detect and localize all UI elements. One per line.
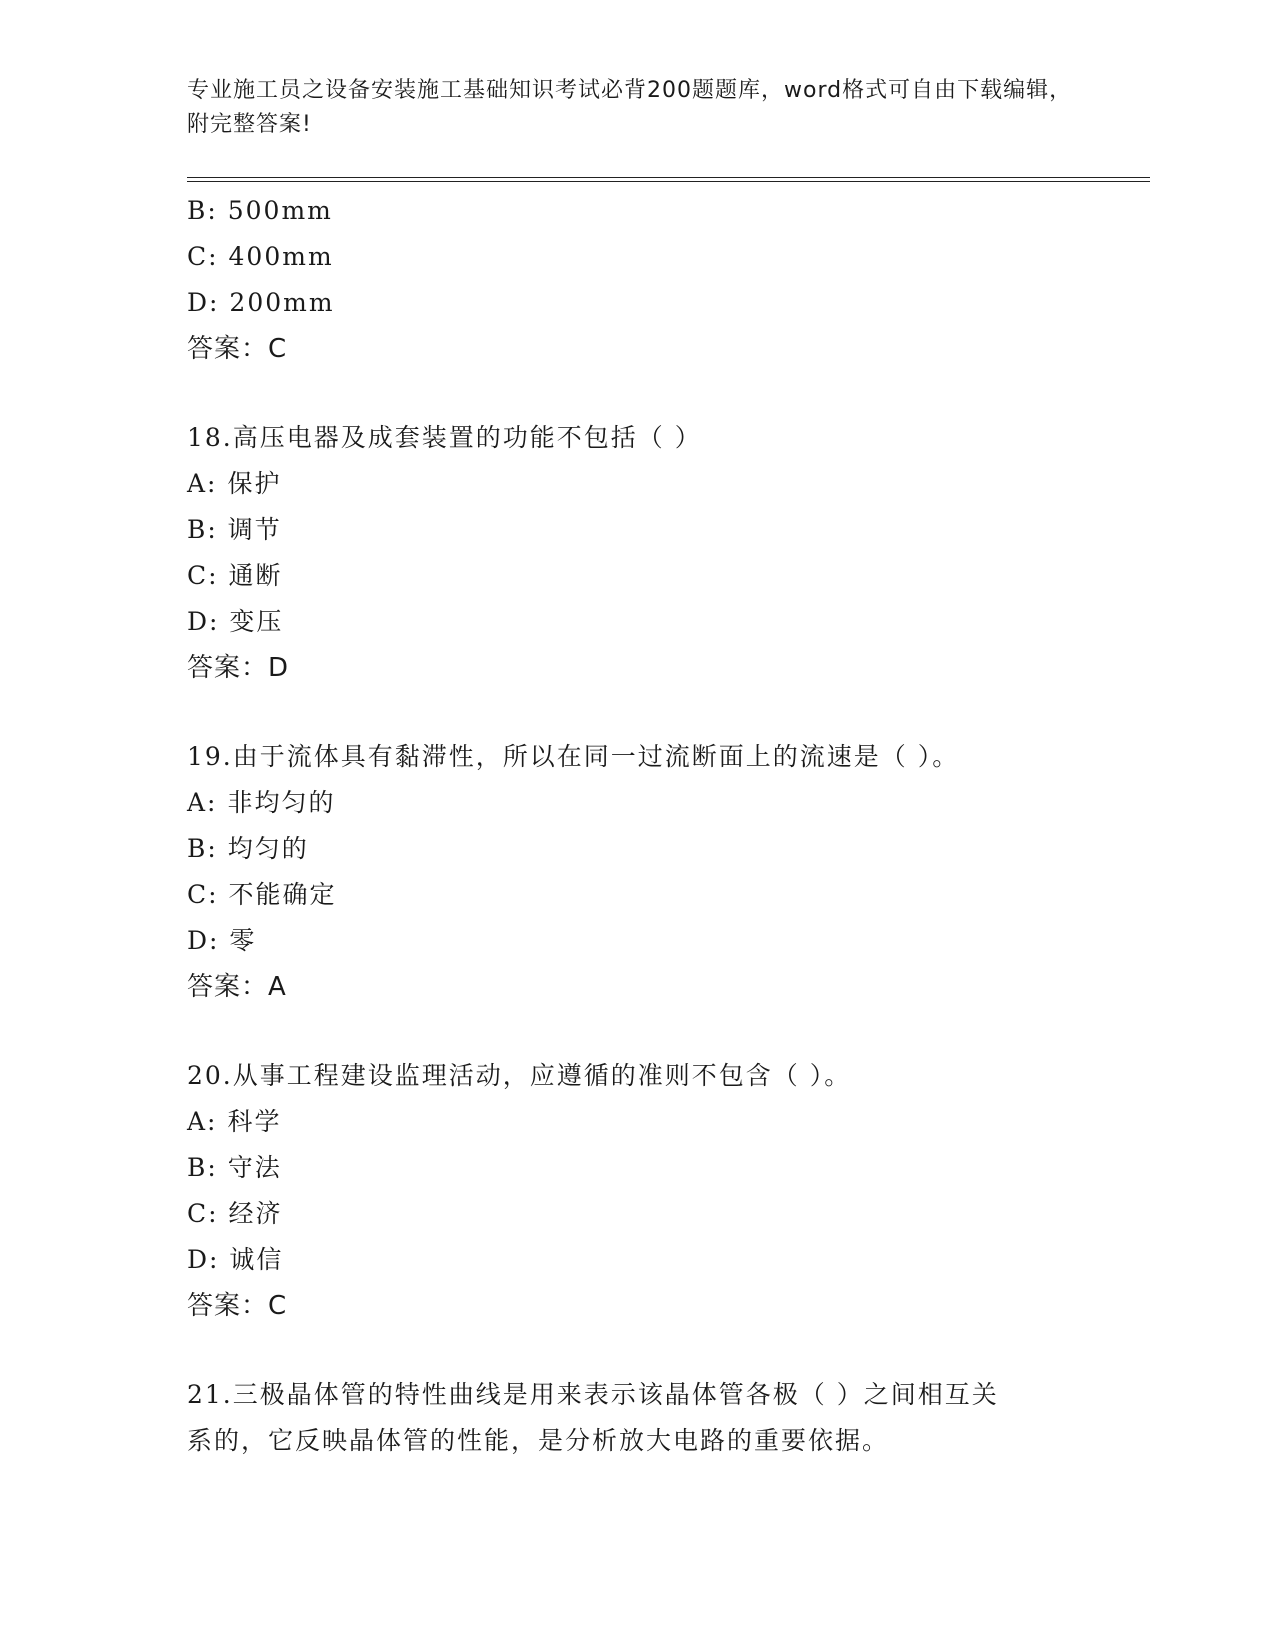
option-label: D: (187, 288, 220, 317)
answer-line: 答案：A (187, 972, 287, 1002)
question-20 (187, 1053, 1127, 1099)
option-label: C: (187, 561, 219, 590)
option-c (187, 1191, 1127, 1237)
option-c (187, 872, 1127, 918)
option-text: 科学 (227, 1107, 282, 1136)
question-number: 20. (187, 1061, 233, 1090)
question-21-continued (187, 1418, 1127, 1464)
option-d (187, 1237, 1127, 1283)
option-a (187, 461, 1127, 507)
option-d (187, 599, 1127, 645)
question-text-line-1: 三极晶体管的特性曲线是用来表示该晶体管各极（ ）之间相互关 (232, 1380, 999, 1409)
question-19 (187, 734, 1127, 780)
option-label: C: (187, 242, 219, 271)
option-text: 不能确定 (228, 880, 337, 909)
option-label: D: (187, 926, 220, 955)
option-c (187, 234, 1127, 280)
option-b (187, 826, 1127, 872)
option-label: B: (187, 834, 218, 863)
spacer (187, 1010, 1127, 1053)
option-c (187, 553, 1127, 599)
option-label: C: (187, 1199, 219, 1228)
option-text: 200mm (229, 288, 335, 317)
question-text: 从事工程建设监理活动，应遵循的准则不包含（ ）。 (232, 1061, 852, 1090)
option-label: A: (187, 788, 218, 817)
option-label: B: (187, 515, 218, 544)
question-number: 19. (187, 742, 233, 771)
option-label: A: (187, 1107, 218, 1136)
option-text: 500mm (227, 196, 333, 225)
question-text: 高压电器及成套装置的功能不包括（ ） (232, 423, 702, 452)
option-a (187, 780, 1127, 826)
question-list (187, 188, 1127, 1464)
option-text: 零 (229, 926, 257, 955)
option-text: 保护 (227, 469, 282, 498)
option-b (187, 507, 1127, 553)
option-text: 经济 (228, 1199, 283, 1228)
option-label: C: (187, 880, 219, 909)
option-text: 通断 (228, 561, 283, 590)
question-text: 由于流体具有黏滞性，所以在同一过流断面上的流速是（ ）。 (232, 742, 960, 771)
option-text: 守法 (227, 1153, 282, 1182)
option-text: 诚信 (229, 1245, 284, 1274)
option-text: 非均匀的 (227, 788, 336, 817)
question-18 (187, 415, 1127, 461)
answer-line: 答案：C (187, 334, 288, 364)
option-label: B: (187, 196, 218, 225)
option-a (187, 1099, 1127, 1145)
spacer (187, 691, 1127, 734)
option-b (187, 188, 1127, 234)
option-label: D: (187, 607, 220, 636)
option-text: 变压 (229, 607, 284, 636)
header-divider-bottom (187, 181, 1150, 182)
answer-line: 答案：C (187, 1291, 288, 1321)
answer-line: 答案：D (187, 653, 290, 683)
option-b (187, 1145, 1127, 1191)
spacer (187, 372, 1127, 415)
option-label: D: (187, 1245, 220, 1274)
option-text: 400mm (228, 242, 334, 271)
option-label: B: (187, 1153, 218, 1182)
question-21 (187, 1372, 1127, 1418)
option-text: 均匀的 (227, 834, 309, 863)
option-text: 调节 (227, 515, 282, 544)
document-header-title: 专业施工员之设备安装施工基础知识考试必背200题题库，word格式可自由下载编辑，附完整答案! (187, 78, 1073, 137)
option-label: A: (187, 469, 218, 498)
option-d (187, 918, 1127, 964)
header-divider-top (187, 177, 1150, 178)
spacer (187, 1329, 1127, 1372)
question-number: 21. (187, 1380, 233, 1409)
question-number: 18. (187, 423, 233, 452)
question-text-line-2: 系的，它反映晶体管的性能，是分析放大电路的重要依据。 (187, 1426, 890, 1455)
option-d (187, 280, 1127, 326)
